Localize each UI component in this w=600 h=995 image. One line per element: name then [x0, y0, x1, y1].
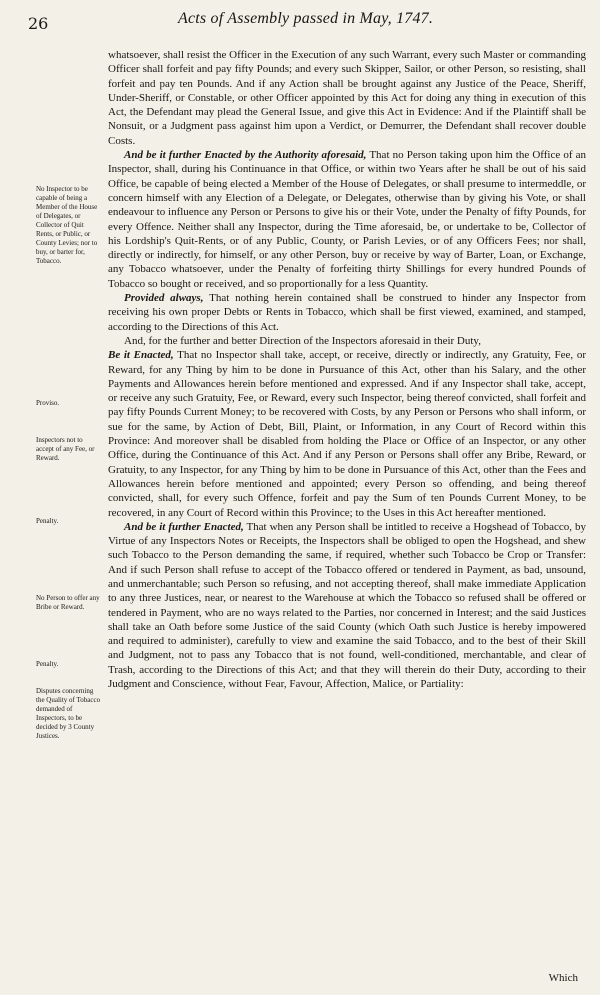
catchword: Which	[548, 972, 578, 984]
paragraph	[108, 291, 586, 334]
page-header	[28, 8, 586, 38]
proviso-clause: Provided always,	[124, 292, 204, 305]
margin-note: Proviso.	[36, 399, 60, 407]
margin-note: Penalty.	[36, 517, 59, 525]
margin-note: No Person to offer any Bribe or Reward.	[36, 594, 100, 611]
paragraph: whatsoever, shall resist the Officer in the Execution of any such Warrant, every such Master or commanding Officer shall forfeit and pay fifty Pounds; and every such Skipper, Sailor, or other Person, so resisting, shall forfeit and pay ten Pounds. And if any Action shall be brought against any Justice of the Peace, Sheriff, Under-Sheriff, or Constable, or other Officer appointed by this Act for doing any thing in execution of this Act, the Defendant may plead the General Issue, and give this Act in Evidence: And if the Plaintiff shall be Nonsuit, or a Judgment pass against him upon a Verdict, or Demurrer, the Defendant shall recover double Costs.	[108, 49, 586, 147]
enacting-clause: And be it further Enacted by the Authority aforesaid,	[124, 149, 367, 162]
paragraph-text: That no Inspector shall take, accept, or receive, directly or indirectly, any Gratuity, Fee, or Reward, for any Thing by him to be done in Pursuance of this Act, other than his Salary, and the other Payments and Allowances herein before mentioned and expressed. And if any Inspector shall take, accept, or receive any such Gratuity, Fee, or Reward, every such Inspector, being thereof convicted, shall forfeit and pay fifty Pounds Current Money; to be recovered with Costs, by any Person or Persons who shall inform, or sue for the same, by Action of Debt, Bill, Plaint, or Information, in any Court of Record within this Province: And moreover shall be disabled from holding the Place or Office of an Inspector, or any other Office, during the Continuance of this Act. And if any Person or Persons shall offer any Bribe, Reward, or Gratuity, to any Inspector, for any Thing by him to be done in Pursuance of this Act, other than the Fees and Allowances herein before mentioned and appointed; every Person so offending, and being thereof convicted, shall, for every such Offence, forfeit and pay the Sum of ten Pounds Current Money, to be recovered, in any Court of Record within this Province; to the Uses in this Act hereafter mentioned.	[108, 349, 586, 519]
enacting-clause: And be it further Enacted,	[124, 520, 244, 533]
paragraph	[108, 348, 586, 520]
paragraph	[108, 148, 586, 291]
margin-note: Inspectors not to accept of any Fee, or Reward.	[36, 436, 95, 462]
enacting-clause: Be it Enacted,	[108, 349, 174, 362]
margin-note: Disputes concerning the Quality of Tobacco demanded of Inspectors, to be decided by 3 County Justices.	[36, 687, 101, 740]
paragraph-text: That nothing herein contained shall be construed to hinder any Inspector from receiving his own proper Debts or Rents in Tobacco, which shall be first viewed, examined, and stamped, according to the Directions of this Act.	[108, 292, 586, 333]
page-number: 26	[28, 14, 49, 33]
running-title: Acts of Assembly passed in May, 1747.	[178, 10, 434, 27]
paragraph	[108, 520, 586, 692]
paragraph: And, for the further and better Direction of the Inspectors aforesaid in their Duty,	[124, 334, 481, 347]
paragraph-text: That when any Person shall be intitled to receive a Hogshead of Tobacco, by Virtue of any Inspectors Notes or Receipts, the Inspectors shall be obliged to open the Hogshead, and shew such Tobacco to the Person demanding the same, if required, whether such Tobacco be Crop or Transfer: And if such Person shall refuse to accept of the Tobacco offered or tendered in Payment, as bad, unsound, and unmerchantable; such Person so refusing, and not accepting thereof, shall make immediate Application to any three Justices, near, or nearest to the Warehouse at which the Tobacco so refused shall be offered or tendered in Payment, who are no ways related to the Parties, nor concerned in Interest; and the said Justices shall take an Oath before some Justice of the said County (which Oath such Justice is hereby impowered and required to administer), carefully to view and examine the said Tobacco, and to the best of their Skill and Judgment, not to pass any Tobacco that is not found, well-conditioned, merchantable, and clear of Trash, according to the Directions of this Act; and that they will therein do their Duty, according to their Judgment and Conscience, without Fear, Favour, Affection, Malice, or Partiality:	[108, 520, 587, 691]
margin-note: Penalty.	[36, 660, 59, 668]
paragraph-text: That no Person taking upon him the Office of an Inspector, shall, during his Continuance in that Office, or within two Years after he shall be out of his said Office, be capable of being elected a Member of the House of Delegates, or shall presume to intermeddle, or concern himself with any Election of a Delegate, or Delegates, otherwise than by giving his Vote, or shall endeavour to influence any Person or Persons to give his or their Vote, under the Penalty of fifty Pounds, for every Offence. Neither shall any Inspector, during the Time aforesaid, be, or undertake to be, Collector of his Lordship's Quit-Rents, or of any Public, County, or Parish Levies, or of any Officers Fees; nor shall, directly or indirectly, for himself, or any other Person, buy or receive by way of Barter, Loan, or Exchange, any Tobacco whatsoever, under the Penalty of forfeiting thirty Shillings for every hundred Pounds of Tobacco so bought or received, and so proportionally for a less Quantity.	[108, 149, 586, 290]
margin-note: No Inspector to be capable of being a Member of the House of Delegates, or Collector of Quit Rents, or Public, or County Levies; nor to buy, or barter for, Tobacco.	[36, 185, 98, 265]
body-text	[108, 48, 586, 691]
